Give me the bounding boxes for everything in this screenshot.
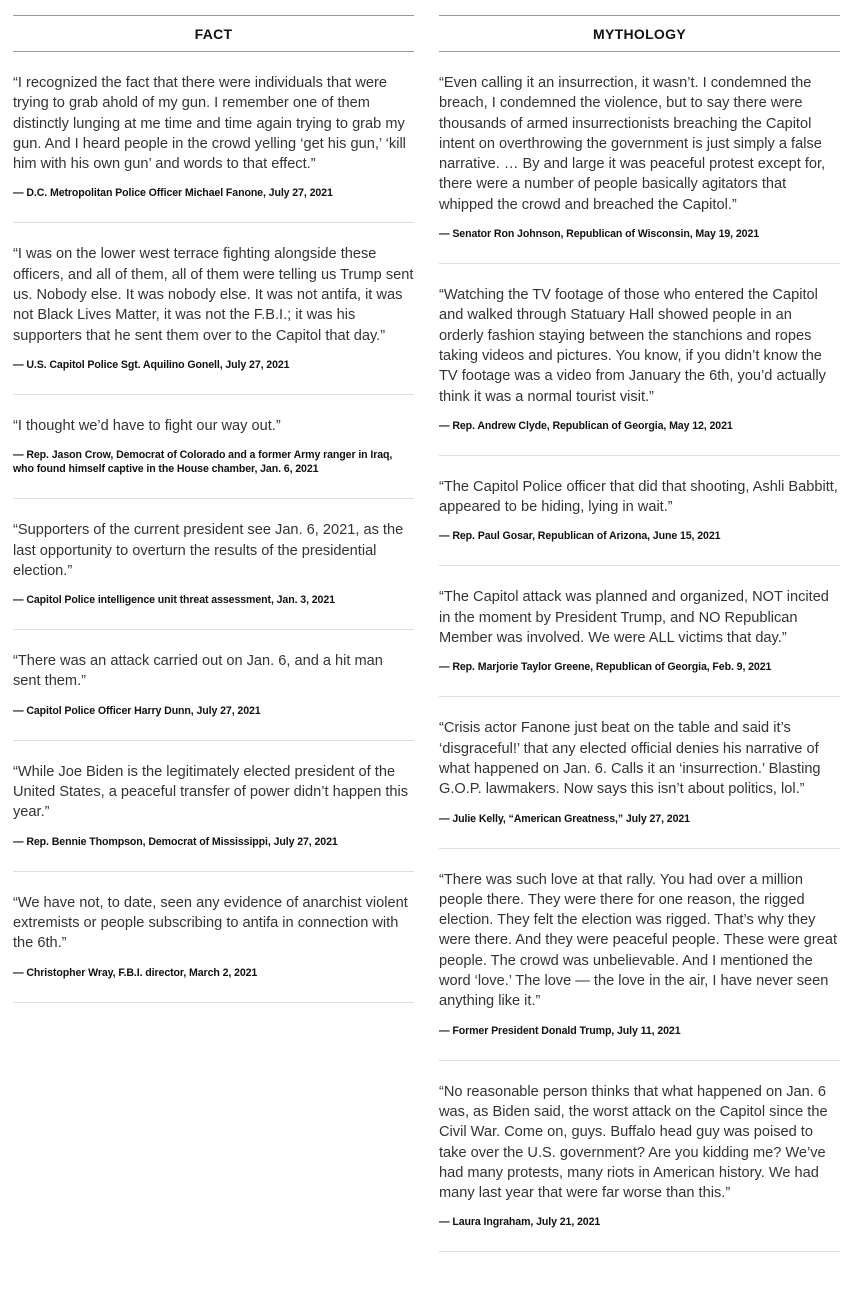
quote-attribution: — Rep. Jason Crow, Democrat of Colorado and a former Army ranger in Iraq, who found himself captive in the House chamber, Jan. 6, 2021 <box>13 449 393 476</box>
quote-text: “I was on the lower west terrace fighting alongside these officers, and all of them, all of them were telling us Trump sent us. Nobody else. It was nobody else. It was not antifa, it was not Black Lives Matter, it was not the F.B.I.; it was his supporters that he sent them over to the Capitol that day.” <box>13 246 414 344</box>
fact-column-header: FACT <box>13 15 414 52</box>
quote-attribution: — U.S. Capitol Police Sgt. Aquilino Gonell, July 27, 2021 <box>13 358 290 371</box>
quote-text: “No reasonable person thinks that what happened on Jan. 6 was, as Biden said, the worst attack on the Capitol since the Civil War. Come on, guys. Buffalo head guy was poised to take over the U.S. government? Are you kidding me? We’ve had many protests, many riots in American history. We had many last year that were far worse than this.” <box>439 1083 828 1202</box>
fact-entry <box>13 872 414 1003</box>
quote-text: “Even calling it an insurrection, it wasn’t. I condemned the breach, I condemned the violence, but to say there were thousands of armed insurrectionists breaching the Capitol intent on overthrowing the government is just simply a false narrative. … By and large it was peaceful protest except for, there were a number of people basically agitators that whipped the crowd and breached the Capitol.” <box>439 75 826 213</box>
mythology-entry <box>439 566 840 697</box>
fact-entry <box>13 630 414 741</box>
quote-attribution: — Capitol Police Officer Harry Dunn, July 27, 2021 <box>13 704 261 717</box>
quote-attribution: — Capitol Police intelligence unit threat assessment, Jan. 3, 2021 <box>13 594 335 607</box>
mythology-column <box>439 15 840 1252</box>
mythology-entry <box>439 456 840 567</box>
quote-text: “While Joe Biden is the legitimately elected president of the United States, a peaceful transfer of power didn’t happen this year.” <box>13 763 409 821</box>
quote-attribution: — Rep. Bennie Thompson, Democrat of Mississippi, July 27, 2021 <box>13 835 338 848</box>
quote-attribution: — Laura Ingraham, July 21, 2021 <box>439 1216 601 1229</box>
mythology-entry <box>439 264 840 456</box>
quote-text: “We have not, to date, seen any evidence of anarchist violent extremists or people subscribing to antifa in connection with the 6th.” <box>13 894 408 952</box>
quote-text: “I thought we’d have to fight our way out.” <box>13 417 281 434</box>
fact-column <box>13 15 414 1003</box>
quote-attribution: — Senator Ron Johnson, Republican of Wisconsin, May 19, 2021 <box>439 228 760 241</box>
quote-text: “There was such love at that rally. You had over a million people there. They were there for one reason, the rigged election. They felt the election was rigged. That’s why they were there. And they were peaceful people. These were great people. The crowd was unbelievable. And I mentioned the word ‘love.’ The love — the love in the air, I have never seen anything like it.” <box>439 871 838 1010</box>
quote-attribution: — Former President Donald Trump, July 11, 2021 <box>439 1024 681 1037</box>
fact-entry <box>13 223 414 394</box>
mythology-column-header: MYTHOLOGY <box>439 15 840 52</box>
quote-attribution: — Rep. Marjorie Taylor Greene, Republican of Georgia, Feb. 9, 2021 <box>439 661 772 674</box>
quote-text: “The Capitol attack was planned and organized, NOT incited in the moment by President Trump, and NO Republican Member was involved. We were ALL victims that day.” <box>439 589 829 647</box>
quote-text: “Watching the TV footage of those who entered the Capitol and walked through Statuary Hall showed people in an orderly fashion staying between the stanchions and ropes taking videos and pictures. You know, if you didn’t know the TV footage was a video from January the 6th, you’d actually think it was a normal tourist visit.” <box>439 287 826 405</box>
quote-text: “Crisis actor Fanone just beat on the table and said it’s ‘disgraceful!’ that any elected official denies his narrative of what happened on Jan. 6. Calls it an ‘insurrection.’ Blasting G.O.P. lawmakers. Now says this isn’t about politics, lol.” <box>439 720 821 798</box>
quote-attribution: — Rep. Paul Gosar, Republican of Arizona, June 15, 2021 <box>439 530 721 543</box>
quote-attribution: — Christopher Wray, F.B.I. director, March 2, 2021 <box>13 966 258 979</box>
quote-text: “There was an attack carried out on Jan. 6, and a hit man sent them.” <box>13 653 383 690</box>
fact-entry <box>13 395 414 499</box>
quote-text: “Supporters of the current president see Jan. 6, 2021, as the last opportunity to overturn the results of the presidential election.” <box>13 522 404 579</box>
fact-entry <box>13 499 414 630</box>
fact-entry <box>13 52 414 223</box>
fact-entry <box>13 741 414 872</box>
mythology-entry <box>439 52 840 264</box>
quote-text: “The Capitol Police officer that did that shooting, Ashli Babbitt, appeared to be hiding, lying in wait.” <box>439 478 838 516</box>
mythology-entry <box>439 1061 840 1253</box>
quote-text: “I recognized the fact that there were individuals that were trying to grab ahold of my gun. I remember one of them distinctly lunging at me time and time again trying to grab my gun. And I heard people in the crowd yelling ‘get his gun,’ ‘kill him with his own gun’ and words to that effect.” <box>13 75 406 173</box>
quote-attribution: — Rep. Andrew Clyde, Republican of Georgia, May 12, 2021 <box>439 419 733 432</box>
quote-attribution: — D.C. Metropolitan Police Officer Michael Fanone, July 27, 2021 <box>13 187 333 200</box>
mythology-entry <box>439 849 840 1061</box>
mythology-entry <box>439 697 840 848</box>
quote-attribution: — Julie Kelly, “American Greatness,” July 27, 2021 <box>439 812 690 825</box>
